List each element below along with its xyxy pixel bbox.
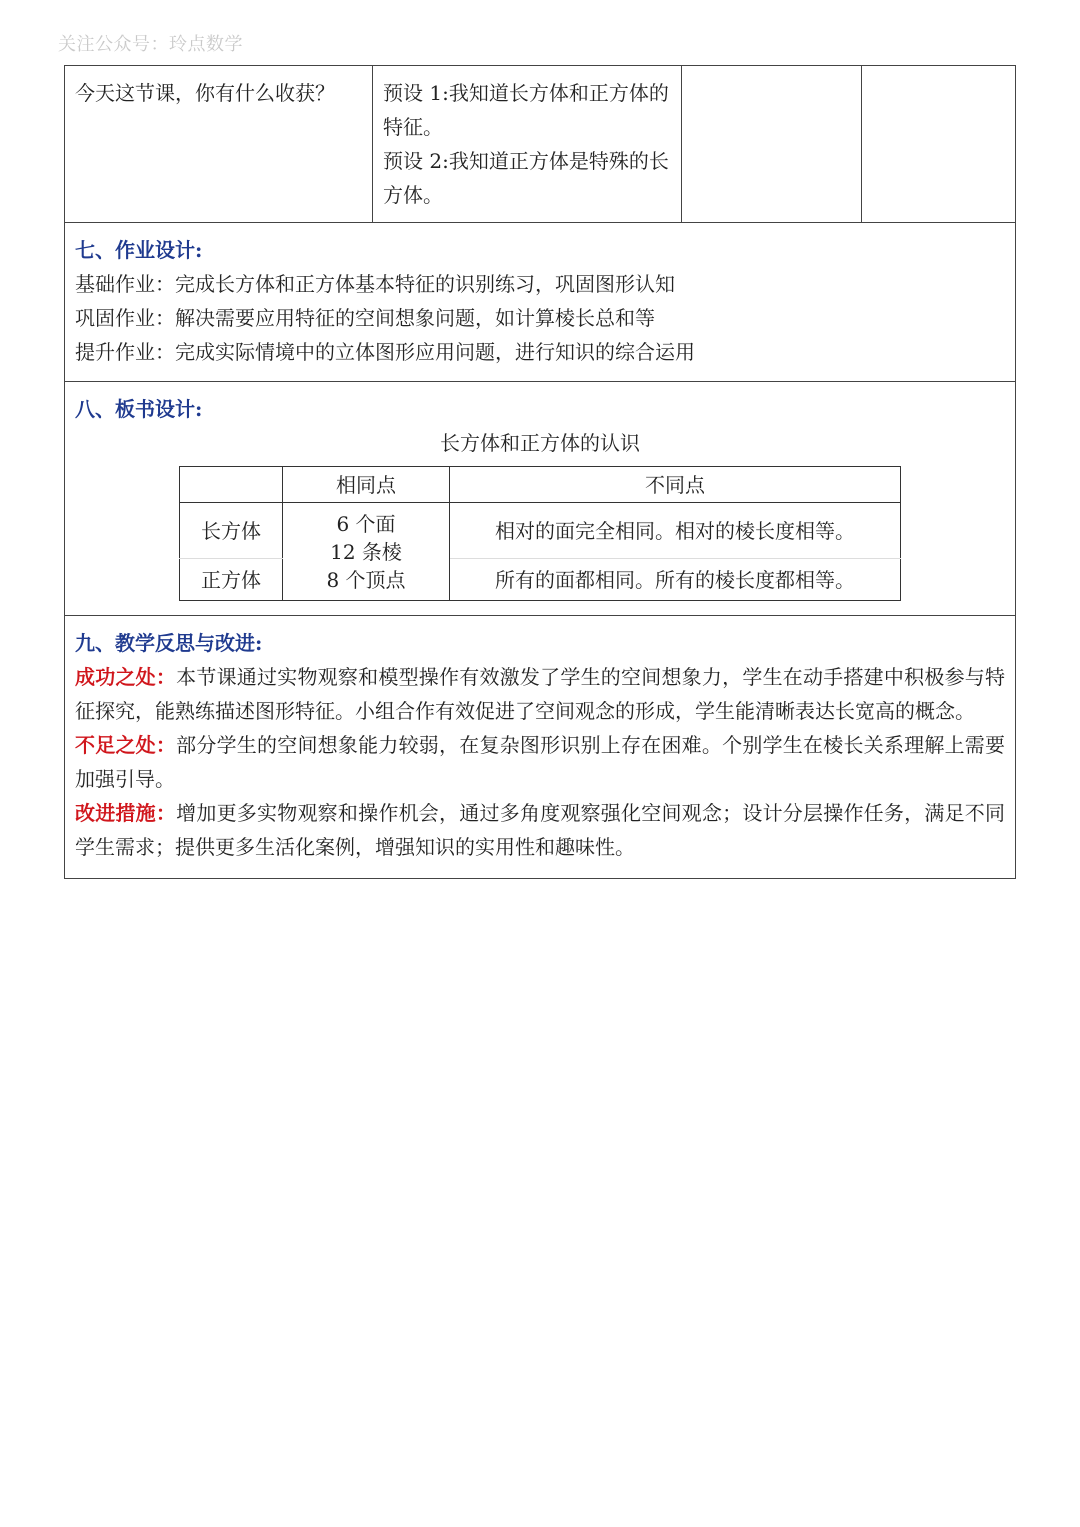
preset-2: 预设 2:我知道正方体是特殊的长方体。 xyxy=(383,149,669,207)
board-header-same: 相同点 xyxy=(283,467,450,503)
same-point: 12 条棱 xyxy=(330,539,402,564)
lesson-plan-sheet xyxy=(64,65,1016,879)
empty-cell-1 xyxy=(682,66,862,222)
homework-item: 巩固作业：解决需要应用特征的空间想象问题，如计算棱长总和等 xyxy=(75,306,655,330)
board-table-title: 长方体和正方体的认识 xyxy=(440,431,640,455)
success-paragraph xyxy=(75,660,1005,728)
watermark: 关注公众号：玲点数学 xyxy=(58,34,243,55)
homework-title: 七、作业设计: xyxy=(75,238,203,262)
board-table xyxy=(179,466,901,601)
homework-section xyxy=(65,223,1015,382)
shape-cuboid: 长方体 xyxy=(180,503,283,559)
question-cell xyxy=(65,66,373,222)
homework-item: 基础作业：完成长方体和正方体基本特征的识别练习，巩固图形认知 xyxy=(75,272,675,296)
board-row-cuboid xyxy=(180,503,901,559)
preset-cell xyxy=(373,66,682,222)
board-header-row xyxy=(180,467,901,503)
success-text: 本节课通过实物观察和模型操作有效激发了学生的空间想象力，学生在动手搭建中积极参与特征探究，能熟练描述图形特征。小组合作有效促进了空间观念的形成，学生能清晰表达长宽高的概念。 xyxy=(75,665,1006,723)
board-title: 八、板书设计: xyxy=(75,397,203,421)
same-points-cell xyxy=(283,503,450,601)
diff-cuboid: 相对的面完全相同。相对的棱长度相等。 xyxy=(450,503,901,559)
success-label: 成功之处： xyxy=(75,665,177,689)
empty-cell-2 xyxy=(862,66,1015,222)
preset-1: 预设 1:我知道长方体和正方体的特征。 xyxy=(383,81,669,139)
diff-cube: 所有的面都相同。所有的棱长度都相等。 xyxy=(450,559,901,601)
board-header-diff: 不同点 xyxy=(450,467,901,503)
same-point: 8 个顶点 xyxy=(326,567,406,592)
deficiency-label: 不足之处： xyxy=(75,733,177,757)
summary-row xyxy=(65,66,1015,223)
deficiency-paragraph xyxy=(75,728,1005,796)
same-point: 6 个面 xyxy=(336,511,396,536)
improve-paragraph xyxy=(75,796,1005,864)
improve-label: 改进措施： xyxy=(75,801,177,825)
homework-item: 提升作业：完成实际情境中的立体图形应用问题，进行知识的综合运用 xyxy=(75,340,695,364)
shape-cube: 正方体 xyxy=(180,559,283,601)
reflection-title: 九、教学反思与改进: xyxy=(75,631,263,655)
question-text: 今天这节课，你有什么收获？ xyxy=(75,81,335,105)
improve-text: 增加更多实物观察和操作机会，通过多角度观察强化空间观念；设计分层操作任务，满足不同学生需求；提供更多生活化案例，增强知识的实用性和趣味性。 xyxy=(75,801,1006,859)
board-header-empty xyxy=(180,467,283,503)
reflection-section xyxy=(65,616,1015,878)
board-section xyxy=(65,382,1015,616)
deficiency-text: 部分学生的空间想象能力较弱，在复杂图形识别上存在困难。个别学生在棱长关系理解上需要加强引导。 xyxy=(75,733,1006,791)
